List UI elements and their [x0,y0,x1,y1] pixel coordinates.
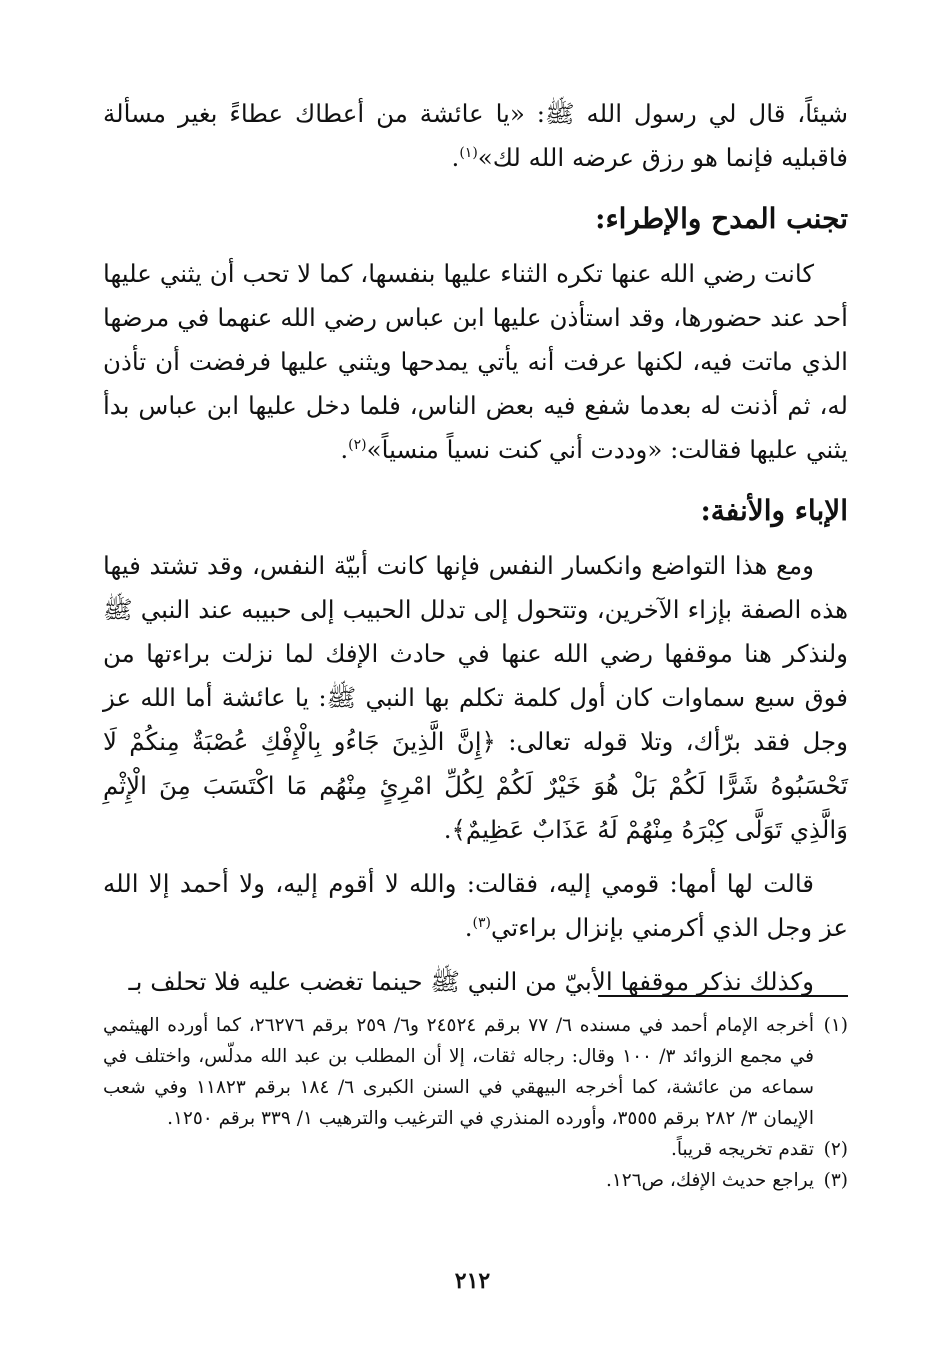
paragraph-mother [103,862,848,950]
footnote-ref-3[interactable]: (٣) [472,914,492,931]
footnote-separator [598,995,848,997]
heading-pride: الإباء والأنفة: [700,494,848,527]
footnote-2-text: تقدم تخريجه قريباً. [670,1139,814,1160]
paragraph-mother-text: قالت لها أمها: قومي إليه، فقالت: والله لا أقوم إليه، ولا أحمد إلا الله عز وجل الذي أكرمني بإنزال براءتي [103,869,848,942]
footnote-3-text: يراجع حديث الإفك، ص١٢٦. [605,1170,814,1191]
footnotes [103,1010,848,1196]
footnote-1-number: (١) [823,1015,848,1036]
footnote-2 [103,1134,848,1165]
paragraph-intro [103,92,848,180]
paragraph-pride [103,544,848,852]
footnote-1 [103,1010,848,1134]
page-number: ٢١٢ [454,1268,491,1294]
footnote-2-number: (٢) [823,1139,848,1160]
paragraph-pride-text: ومع هذا التواضع وانكسار النفس فإنها كانت أبيّة النفس، وقد تشتد فيها هذه الصفة بإزاء الآخرين، وتتحول إلى تدلل الحبيب إلى حبيبه عند النبي ﷺ ولنذكر هنا موقفها رضي الله عنها في حادث الإفك لما نزلت براءتها من فوق سبع سماوات كان أول كلمة تكلم بها النبي ﷺ: يا عائشة أما الله عز وجل فقد برّأك، وتلا قوله تعالى: [103,551,849,756]
paragraph-avoid-praise-text: كانت رضي الله عنها تكره الثناء عليها بنفسها، كما لا تحب أن يثني عليها أحد عند حضورها، وقد استأذن عليها ابن عباس رضي الله عنهما في مرضها الذي ماتت فيه، لكنها عرفت أنه يأتي يمدحها ويثني عليها فرفضت أن تأذن له، ثم أذنت له بعدما شفع فيه بعض الناس، فلما دخل عليها ابن عباس بدأ يثني عليها فقالت: «وددت أني كنت نسياً منسياً» [103,259,848,464]
main-text [103,92,848,1004]
footnote-ref-1[interactable]: (١) [459,144,478,161]
paragraph-pride-end: . [443,815,452,844]
paragraph-avoid-praise [103,252,848,472]
paragraph-intro-end: . [451,143,460,172]
footnote-3 [103,1165,848,1196]
footnote-ref-2[interactable]: (٢) [348,436,367,453]
heading-avoid-praise: تجنب المدح والإطراء: [595,202,848,235]
footnote-1-text: أخرجه الإمام أحمد في مسنده ٦/ ٧٧ برقم ٢٤٥٢٤ و٦/ ٢٥٩ برقم ٢٦٢٧٦، كما أورده الهيثمي في مجمع الزوائد ٣/ ١٠٠ وقال: رجاله ثقات، إلا أن المطلب بن عبد الله مدلّس، واختلف في سماعه من عائشة، كما أخرجه البيهقي في السنن الكبرى ٦/ ١٨٤ برقم ١١٨٢٣ وفي شعب الإيمان ٣/ ٢٨٢ برقم ٣٥٥٥، وأورده المنذري في الترغيب والترهيب ١/ ٣٣٩ برقم ١٢٥٠. [103,1015,815,1129]
quran-verse: ﴿إِنَّ الَّذِينَ جَاءُو بِالْإِفْكِ عُصْبَةٌ مِنكُمْ لَا تَحْسَبُوهُ شَرًّا لَكُمْ بَلْ هُوَ خَيْرٌ لَكُمْ لِكُلِّ امْرِئٍ مِنْهُم مَا اكْتَسَبَ مِنَ الْإِثْمِ وَالَّذِي تَوَلَّى كِبْرَهُ مِنْهُمْ لَهُ عَذَابٌ عَظِيمٌ﴾ [103,727,848,844]
paragraph-avoid-praise-end: . [340,435,349,464]
paragraph-continues: وكذلك نذكر موقفها الأبيّ من النبي ﷺ حينما تغضب عليه فلا تحلف بـ [128,967,814,996]
footnote-3-number: (٣) [823,1170,848,1191]
paragraph-mother-end: . [464,913,473,942]
paragraph-intro-text: شيئاً، قال لي رسول الله ﷺ: «يا عائشة من أعطاك عطاءً بغير مسألة فاقبليه فإنما هو رزق عرضه الله لك» [103,99,848,172]
